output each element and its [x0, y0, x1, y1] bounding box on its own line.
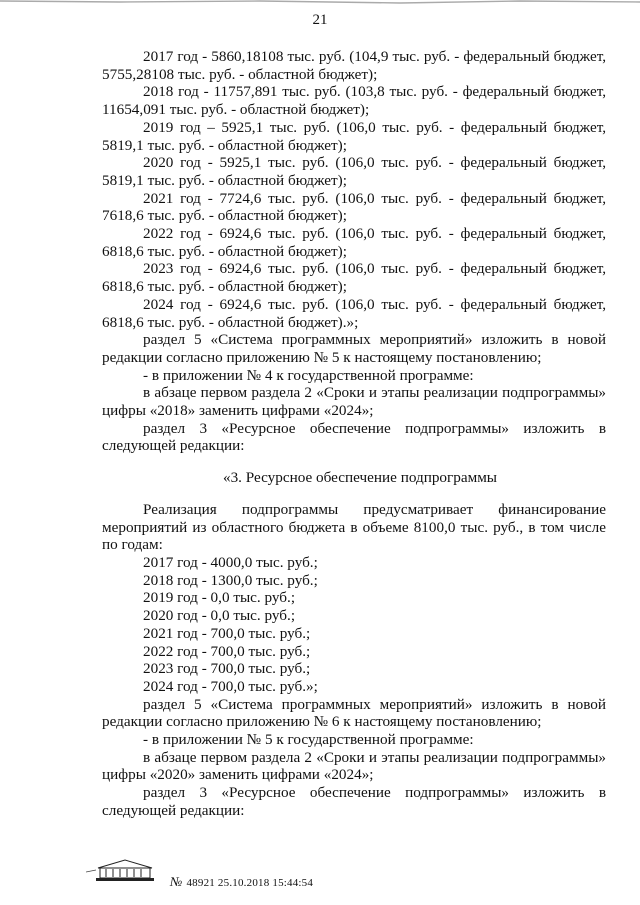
- paragraph: 2022 год - 6924,6 тыс. руб. (106,0 тыс. руб. - федеральный бюджет, 6818,6 тыс. руб. - областной бюджет);: [102, 225, 606, 260]
- section-heading: «3. Ресурсное обеспечение подпрограммы: [222, 469, 498, 487]
- registration-number-mark: №: [170, 874, 183, 889]
- paragraph: 2018 год - 11757,891 тыс. руб. (103,8 тыс. руб. - федеральный бюджет, 11654,091 тыс. руб. - областной бюджет);: [102, 83, 606, 119]
- year-line: 2022 год - 700,0 тыс. руб.;: [143, 642, 311, 660]
- paragraph: - в приложении № 4 к государственной программе:: [143, 366, 474, 384]
- paragraph: раздел 3 «Ресурсное обеспечение подпрограммы» изложить в следующей редакции:: [102, 784, 606, 819]
- paragraph-group-top: [102, 48, 606, 455]
- year-line: 2020 год - 0,0 тыс. руб.;: [143, 607, 296, 625]
- government-building-stamp-icon: [86, 858, 166, 882]
- year-line: 2018 год - 1300,0 тыс. руб.;: [143, 571, 318, 589]
- paragraph: в абзаце первом раздела 2 «Сроки и этапы реализации подпрограммы» цифры «2018» заменить цифрами «2024»;: [102, 384, 606, 420]
- year-line: 2019 год - 0,0 тыс. руб.;: [143, 589, 296, 607]
- year-line: 2021 год - 700,0 тыс. руб.;: [143, 624, 311, 642]
- year-line: 2017 год - 4000,0 тыс. руб.;: [143, 553, 318, 571]
- paragraph: 2017 год - 5860,18108 тыс. руб. (104,9 тыс. руб. - федеральный бюджет, 5755,28108 тыс. руб. - областной бюджет);: [102, 48, 606, 83]
- paragraph-group-bottom: [102, 696, 606, 820]
- registration-number-datetime: 48921 25.10.2018 15:44:54: [186, 877, 314, 889]
- paragraph: 2020 год - 5925,1 тыс. руб. (106,0 тыс. руб. - федеральный бюджет, 5819,1 тыс. руб. - областной бюджет);: [102, 154, 606, 189]
- page-number: 21: [312, 12, 328, 28]
- paragraph: 2023 год - 6924,6 тыс. руб. (106,0 тыс. руб. - федеральный бюджет, 6818,6 тыс. руб. - областной бюджет);: [102, 260, 606, 296]
- document-body: [102, 48, 606, 820]
- registration-stamp: [170, 874, 313, 890]
- paragraph: раздел 5 «Система программных мероприятий» изложить в новой редакции согласно приложению № 5 к настоящему постановлению;: [102, 331, 606, 366]
- paragraph: 2021 год - 7724,6 тыс. руб. (106,0 тыс. руб. - федеральный бюджет, 7618,6 тыс. руб. - областной бюджет);: [102, 189, 606, 225]
- paragraph: раздел 5 «Система программных мероприятий» изложить в новой редакции согласно приложению № 6 к настоящему постановлению;: [102, 695, 606, 731]
- scan-edge-smudge: [0, 0, 640, 6]
- year-line: 2023 год - 700,0 тыс. руб.;: [143, 660, 311, 678]
- paragraph: раздел 3 «Ресурсное обеспечение подпрограммы» изложить в следующей редакции:: [102, 419, 606, 455]
- funding-paragraph: Реализация подпрограммы предусматривает финансирование мероприятий из областного бюджета в объеме 8100,0 тыс. руб., в том числе по годам:: [102, 500, 606, 554]
- paragraph: в абзаце первом раздела 2 «Сроки и этапы реализации подпрограммы» цифры «2020» заменить цифрами «2024»;: [102, 748, 606, 784]
- year-line: 2024 год - 700,0 тыс. руб.»;: [143, 677, 318, 695]
- paragraph: 2024 год - 6924,6 тыс. руб. (106,0 тыс. руб. - федеральный бюджет, 6818,6 тыс. руб. - областной бюджет).»;: [102, 295, 606, 331]
- document-footer: [0, 846, 640, 905]
- paragraph: 2019 год – 5925,1 тыс. руб. (106,0 тыс. руб. - федеральный бюджет, 5819,1 тыс. руб. - областной бюджет);: [102, 118, 606, 154]
- paragraph: - в приложении № 5 к государственной программе:: [143, 731, 474, 749]
- year-list: [102, 554, 606, 696]
